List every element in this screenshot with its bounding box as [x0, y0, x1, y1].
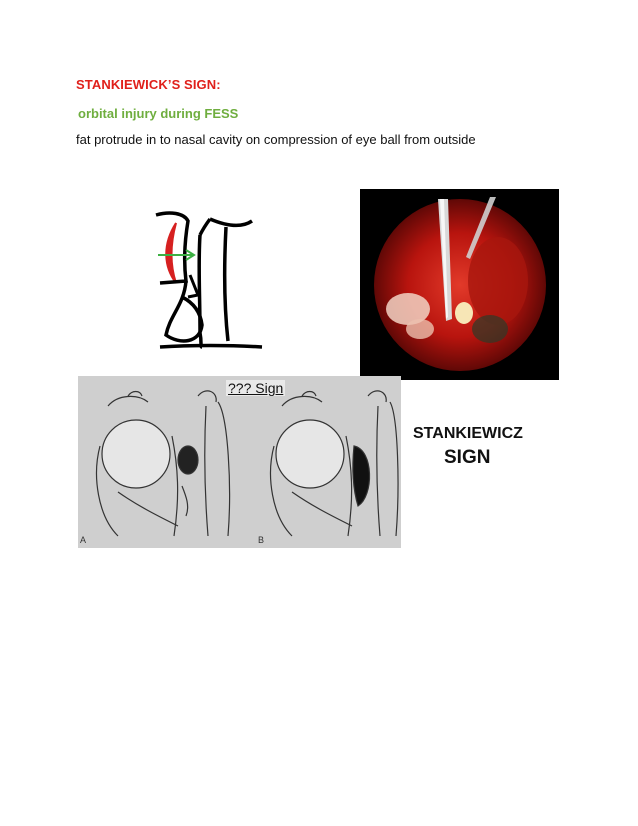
endoscopic-image	[360, 189, 559, 380]
orbit-drawing-a	[97, 391, 230, 536]
plate-caption: ??? Sign	[228, 380, 284, 396]
subtitle: orbital injury during FESS	[78, 106, 239, 121]
sign-name-line2: SIGN	[444, 447, 491, 468]
panel-label-b: B	[258, 535, 265, 545]
orbital-fat-mark	[166, 223, 176, 283]
illustration-plate	[78, 376, 401, 548]
sign-name-line1: STANKIEWICZ	[413, 425, 523, 442]
orbit-drawing-b	[271, 391, 398, 536]
sinus-sketch	[140, 205, 270, 355]
panel-label-a: A	[80, 535, 87, 545]
description-text: fat protrude in to nasal cavity on compression of eye ball from outside	[76, 132, 476, 147]
page-title: STANKIEWICK’S SIGN:	[76, 77, 221, 92]
